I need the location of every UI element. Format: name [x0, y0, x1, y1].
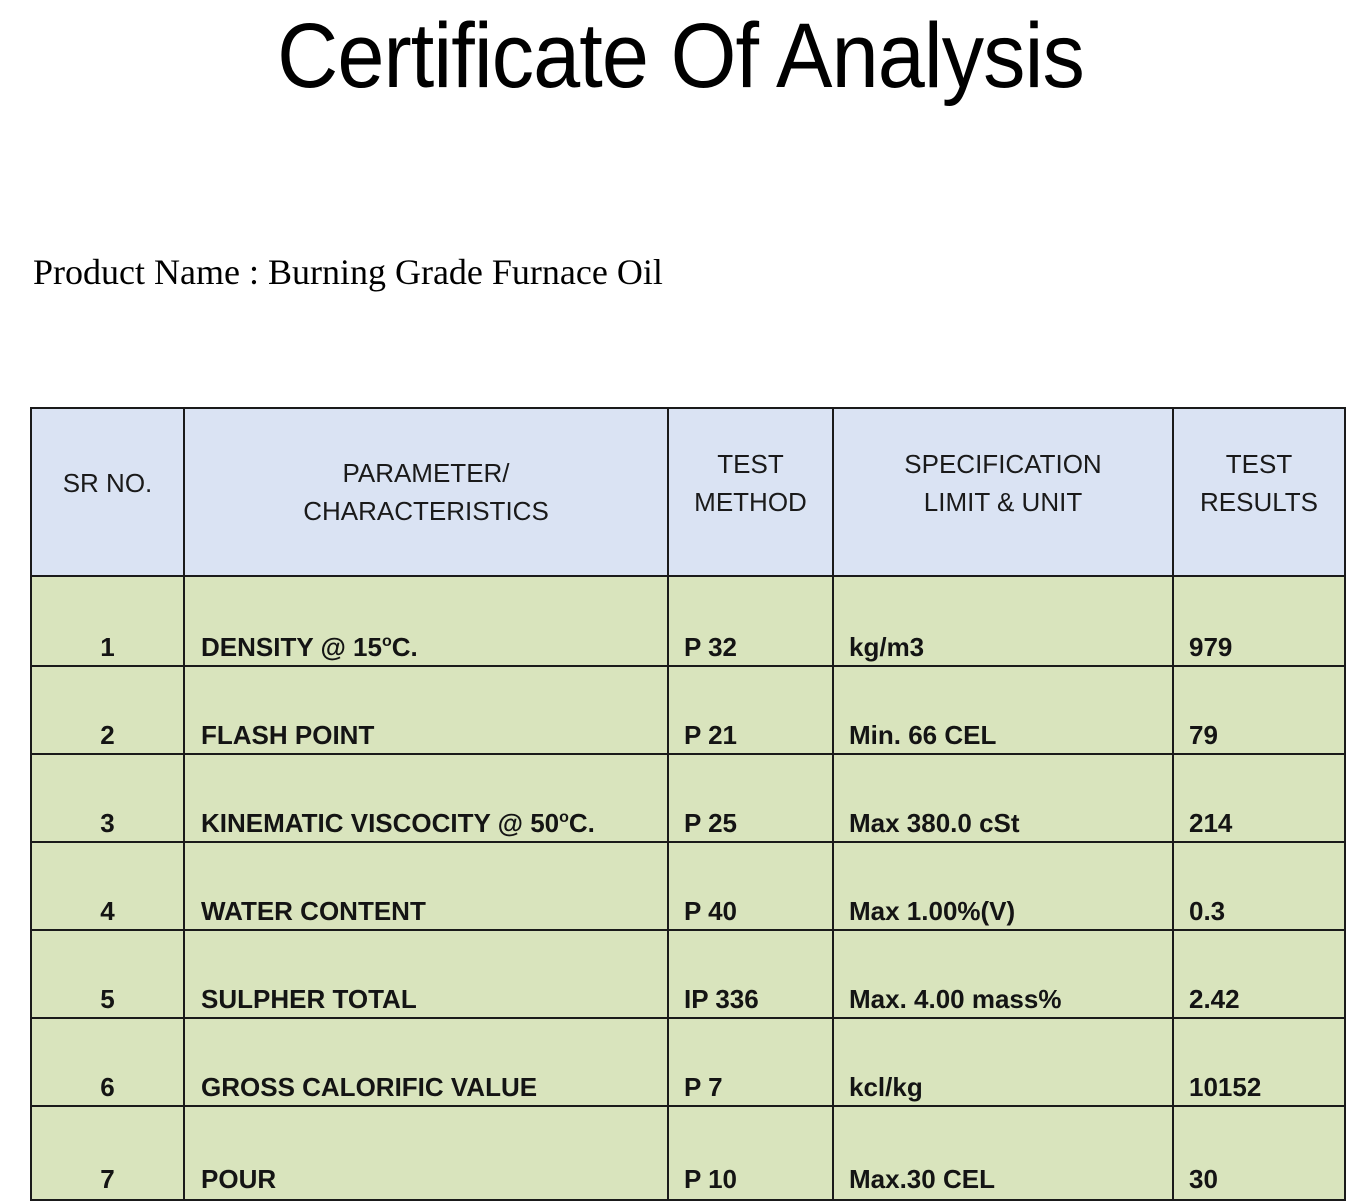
parameter-text: KINEMATIC VISCOCITY @ 50: [201, 808, 560, 838]
cell-sr-no: 3: [31, 754, 184, 842]
cell-test-method: P 25: [668, 754, 833, 842]
cell-test-method: P 7: [668, 1018, 833, 1106]
degree-mark: o: [559, 809, 569, 826]
cell-specification: kcl/kg: [833, 1018, 1173, 1106]
header-specification-line1: SPECIFICATION: [904, 449, 1102, 479]
cell-parameter: [184, 666, 668, 754]
cell-test-method: P 10: [668, 1106, 833, 1200]
parameter-text: WATER CONTENT: [201, 896, 426, 926]
page-title: Certificate Of Analysis: [277, 5, 1084, 107]
table-row: [31, 1018, 1345, 1106]
header-specification-line2: LIMIT & UNIT: [923, 487, 1083, 517]
header-test-results: [1173, 408, 1345, 576]
header-specification: [833, 408, 1173, 576]
cell-specification: Max.30 CEL: [833, 1106, 1173, 1200]
parameter-unit: C.: [391, 632, 418, 662]
header-row: [31, 408, 1345, 576]
table-row: [31, 576, 1345, 666]
parameter-text: POUR: [201, 1164, 277, 1194]
degree-mark: o: [381, 633, 392, 650]
product-name: Product Name : Burning Grade Furnace Oil: [33, 252, 663, 292]
header-parameter-line1: PARAMETER/: [342, 458, 510, 488]
cell-specification: Min. 66 CEL: [833, 666, 1173, 754]
header-test-method: [668, 408, 833, 576]
cell-sr-no: 1: [31, 576, 184, 666]
cell-test-result: 10152: [1173, 1018, 1345, 1106]
header-sr-no: [31, 408, 184, 576]
cell-test-method: P 40: [668, 842, 833, 930]
table-header: [31, 408, 1345, 576]
parameter-text: SULPHER TOTAL: [201, 984, 417, 1014]
cell-test-result: 979: [1173, 576, 1345, 666]
cell-parameter: [184, 754, 668, 842]
table-row: [31, 666, 1345, 754]
cell-parameter: [184, 930, 668, 1018]
table-row: [31, 930, 1345, 1018]
parameter-text: GROSS CALORIFIC VALUE: [201, 1072, 538, 1102]
cell-parameter: [184, 842, 668, 930]
cell-specification: Max. 4.00 mass%: [833, 930, 1173, 1018]
cell-sr-no: 6: [31, 1018, 184, 1106]
header-test-method-line2: METHOD: [694, 487, 807, 517]
header-test-method-line1: TEST: [717, 449, 784, 479]
cell-sr-no: 2: [31, 666, 184, 754]
table-row: [31, 754, 1345, 842]
header-sr-no-label: SR NO.: [62, 468, 153, 498]
cell-test-result: 2.42: [1173, 930, 1345, 1018]
cell-test-method: P 32: [668, 576, 833, 666]
header-test-results-line2: RESULTS: [1200, 487, 1318, 517]
cell-test-method: P 21: [668, 666, 833, 754]
cell-test-result: 30: [1173, 1106, 1345, 1200]
cell-test-result: 79: [1173, 666, 1345, 754]
parameter-text: FLASH POINT: [201, 720, 375, 750]
cell-test-result: 0.3: [1173, 842, 1345, 930]
parameter-text: DENSITY @ 15: [201, 632, 382, 662]
cell-specification: Max 380.0 cSt: [833, 754, 1173, 842]
analysis-table: [30, 407, 1346, 1201]
table-row: [31, 1106, 1345, 1200]
header-parameter: [184, 408, 668, 576]
header-test-results-line1: TEST: [1225, 449, 1293, 479]
cell-specification: kg/m3: [833, 576, 1173, 666]
cell-test-method: IP 336: [668, 930, 833, 1018]
table-body: [31, 576, 1345, 1200]
cell-parameter: [184, 1018, 668, 1106]
cell-sr-no: 5: [31, 930, 184, 1018]
parameter-unit: C.: [568, 808, 595, 838]
cell-sr-no: 7: [31, 1106, 184, 1200]
cell-specification: Max 1.00%(V): [833, 842, 1173, 930]
cell-parameter: [184, 1106, 668, 1200]
cell-test-result: 214: [1173, 754, 1345, 842]
cell-sr-no: 4: [31, 842, 184, 930]
table-row: [31, 842, 1345, 930]
header-parameter-line2: CHARACTERISTICS: [303, 496, 549, 526]
cell-parameter: [184, 576, 668, 666]
